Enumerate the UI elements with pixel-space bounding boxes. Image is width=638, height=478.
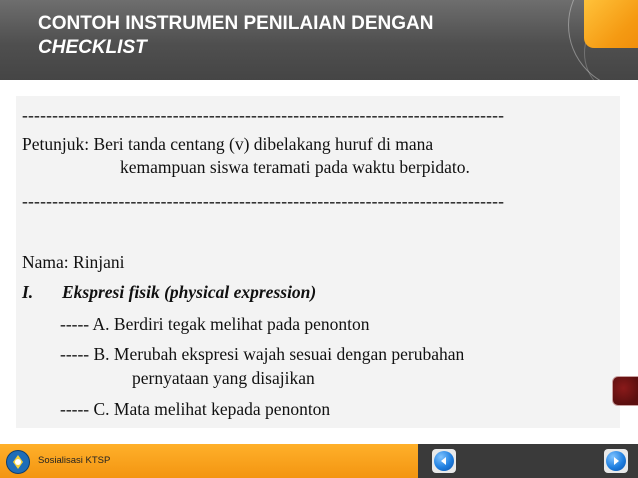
education-emblem-icon [6,450,30,474]
footer-label: Sosialisasi KTSP [38,455,111,466]
checklist-item: ----- A. Berdiri tegak melihat pada penonton [60,314,370,334]
section-title: Ekspresi fisik (physical expression) [62,282,317,302]
slide-content [0,80,638,444]
corner-accent-square [584,0,638,48]
checklist-item: ----- B. Merubah ekspresi wajah sesuai dengan perubahan [60,344,465,364]
slide-title [38,12,558,60]
slide-footer [0,444,638,478]
next-slide-button[interactable] [604,449,628,473]
side-tab-decoration [612,376,638,406]
instruction-line1: Petunjuk: Beri tanda centang (v) dibelakang huruf di mana [22,134,434,154]
slide-title-line1: CONTOH INSTRUMEN PENILAIAN DENGAN [38,13,434,34]
checklist-item-continuation: pernyataan yang disajikan [132,368,315,388]
separator-line: -------------------------------------------------------------------------------- [22,191,505,211]
previous-slide-button[interactable] [432,449,456,473]
student-name: Nama: Rinjani [22,252,125,272]
section-number: I. [22,282,34,302]
arrow-left-icon [434,451,454,471]
separator-line: -------------------------------------------------------------------------------- [22,105,505,125]
footer-left-band [0,444,418,478]
slide-header [0,0,638,80]
slide-title-line2: CHECKLIST [38,37,147,58]
instruction-line2: kemampuan siswa teramati pada waktu berpidato. [120,157,470,177]
checklist-item: ----- C. Mata melihat kepada penonton [60,399,331,419]
section-heading [22,281,316,303]
arrow-right-icon [606,451,626,471]
